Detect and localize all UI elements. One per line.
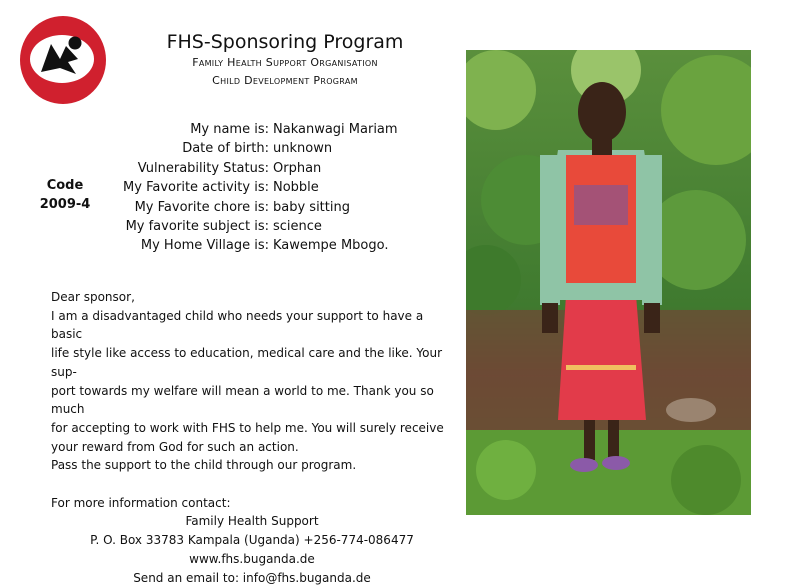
child-code [34,176,96,214]
child-profile [118,120,458,256]
letter-line: your reward from God for such an action. [51,439,299,454]
letter-line: I am a disadvantaged child who needs your support to have a basic [51,308,424,342]
page-title: FHS-Sponsoring Program [166,31,404,53]
profile-row-activity [118,178,458,197]
profile-label: My name is: [190,122,269,137]
code-value: 2009-4 [39,197,91,212]
letter-line: for accepting to work with FHS to help me. You will surely receive [51,420,444,435]
profile-label: Date of birth: [182,141,269,157]
profile-value: Nakanwagi Mariam [273,122,398,137]
profile-row-village [118,236,458,255]
sponsor-letter [51,288,453,587]
profile-row-name [118,120,458,139]
profile-label: My Favorite chore is: [134,199,269,215]
profile-label: My Home Village is: [140,238,269,254]
letter-line: life style like access to education, medical care and the like. Your sup- [51,346,443,379]
contact-intro: For more information contact: [51,495,231,510]
contact-address: P. O. Box 33783 Kampala (Uganda) +256-774-086477 [90,533,414,548]
profile-row-status [118,159,458,178]
profile-row-subject [118,217,458,236]
letter-spacer [51,475,453,494]
code-label: Code [46,178,84,193]
letter-line: port towards my welfare will mean a world to me. Thank you so much [51,383,434,417]
letter-line: Pass the support to the child through our program. [51,458,357,473]
program-name: Child Development Program [212,74,358,87]
contact-email[interactable]: Send an email to: info@fhs.buganda.de [133,570,371,585]
contact-website[interactable]: www.fhs.buganda.de [189,551,315,566]
organisation-name: Family Health Support Organisation [192,56,378,69]
profile-row-chore [118,198,458,217]
profile-value: science [273,219,322,235]
profile-value: Kawempe Mbogo. [273,238,389,254]
profile-label: Vulnerability Status: [137,160,269,176]
profile-value: baby sitting [273,199,350,215]
page-header [130,30,440,90]
letter-greeting: Dear sponsor, [51,290,135,304]
contact-block [51,512,453,587]
profile-row-birth [118,139,458,158]
profile-value: Nobble [273,180,319,196]
profile-value: unknown [273,141,333,157]
fhs-logo [18,14,108,106]
child-photo [466,50,751,515]
profile-label: My favorite subject is: [125,219,269,235]
profile-value: Orphan [273,160,322,176]
contact-org: Family Health Support [185,514,319,529]
profile-label: My Favorite activity is: [123,180,269,196]
